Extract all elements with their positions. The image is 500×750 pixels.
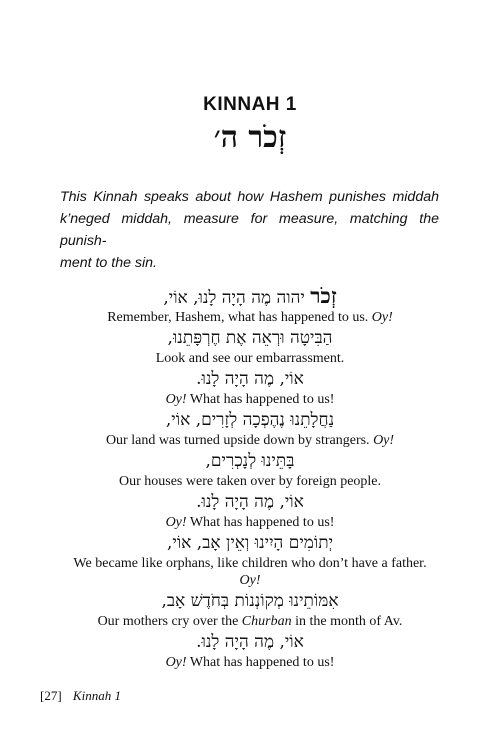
stanza — [40, 367, 460, 408]
english-line — [40, 391, 460, 408]
english-line — [40, 613, 460, 630]
hebrew-text: יהוה מֶה הָיָה לָנוּ, אוֹי, — [163, 288, 305, 308]
hebrew-lead-word: זְכֹר — [310, 283, 337, 308]
english-line: We became like orphans, like children who don’t have a father. — [73, 556, 427, 571]
english-line — [40, 432, 460, 449]
page-number: [27] — [40, 688, 62, 703]
hebrew-line — [40, 283, 460, 309]
intro-line: This Kinnah speaks about how Hashem punishes middah — [60, 189, 439, 205]
english-italic: Oy! — [373, 433, 395, 448]
kinnah-label: KINNAH 1 — [203, 94, 297, 115]
stanza — [40, 326, 460, 367]
stanza — [40, 630, 460, 671]
hebrew-line: אוֹי, מֶה הָיָה לָנוּ. — [196, 492, 304, 512]
english-text: Remember, Hashem, what has happened to us. — [107, 310, 369, 325]
stanza — [40, 283, 460, 326]
english-line — [40, 514, 460, 531]
hebrew-line: יְתוֹמִים הָיִינוּ וְאֵין אָב, אוֹי, — [166, 533, 334, 553]
stanza — [40, 531, 460, 589]
english-text: Our mothers cry over the — [97, 614, 239, 629]
stanza — [40, 449, 460, 490]
hebrew-line: אוֹי, מֶה הָיָה לָנוּ. — [196, 632, 304, 652]
stanza — [40, 490, 460, 531]
intro-line: ment to the sin. — [60, 255, 157, 271]
english-line: Our houses were taken over by foreign people. — [118, 474, 382, 489]
english-text: What has happened to us! — [189, 392, 335, 407]
english-text: in the month of Av. — [295, 614, 403, 629]
hebrew-line: הַבִּיטָה וּרְאֵה אֶת חֶרְפָּתֵנוּ, — [167, 328, 333, 348]
stanza — [40, 589, 460, 630]
english-italic: Oy! — [165, 515, 187, 530]
english-line — [40, 309, 460, 326]
page-header — [0, 94, 500, 158]
english-italic: Oy! — [165, 392, 187, 407]
english-line — [40, 654, 460, 671]
intro-paragraph — [60, 186, 439, 274]
english-text: Our land was turned upside down by strangers. — [105, 433, 370, 448]
english-text: What has happened to us! — [189, 655, 335, 670]
hebrew-title: זְכֹר ה׳ — [213, 120, 287, 155]
english-italic: Churban — [241, 614, 292, 629]
hebrew-line: אוֹי, מֶה הָיָה לָנוּ. — [196, 369, 304, 389]
hebrew-line: אִמּוֹתֵינוּ מְקוֹנְנוֹת בְּחֹדֶשׁ אָב, — [161, 591, 339, 611]
intro-line: k’neged middah, measure for measure, matching the punish- — [60, 211, 439, 249]
english-line: Look and see our embarrassment. — [155, 351, 345, 366]
running-title: Kinnah 1 — [72, 688, 121, 703]
stanza — [40, 408, 460, 449]
english-line — [40, 572, 460, 589]
english-italic: Oy! — [239, 573, 261, 588]
poem — [40, 283, 460, 671]
english-italic: Oy! — [371, 310, 393, 325]
hebrew-line: בָּתֵּינוּ לְנָכְרִים, — [205, 451, 295, 471]
hebrew-line: נַחֲלָתֵנוּ נֶהֶפְכָה לְזָרִים, אוֹי, — [165, 410, 335, 430]
english-text: What has happened to us! — [189, 515, 335, 530]
english-italic: Oy! — [165, 655, 187, 670]
page-footer — [40, 688, 121, 704]
